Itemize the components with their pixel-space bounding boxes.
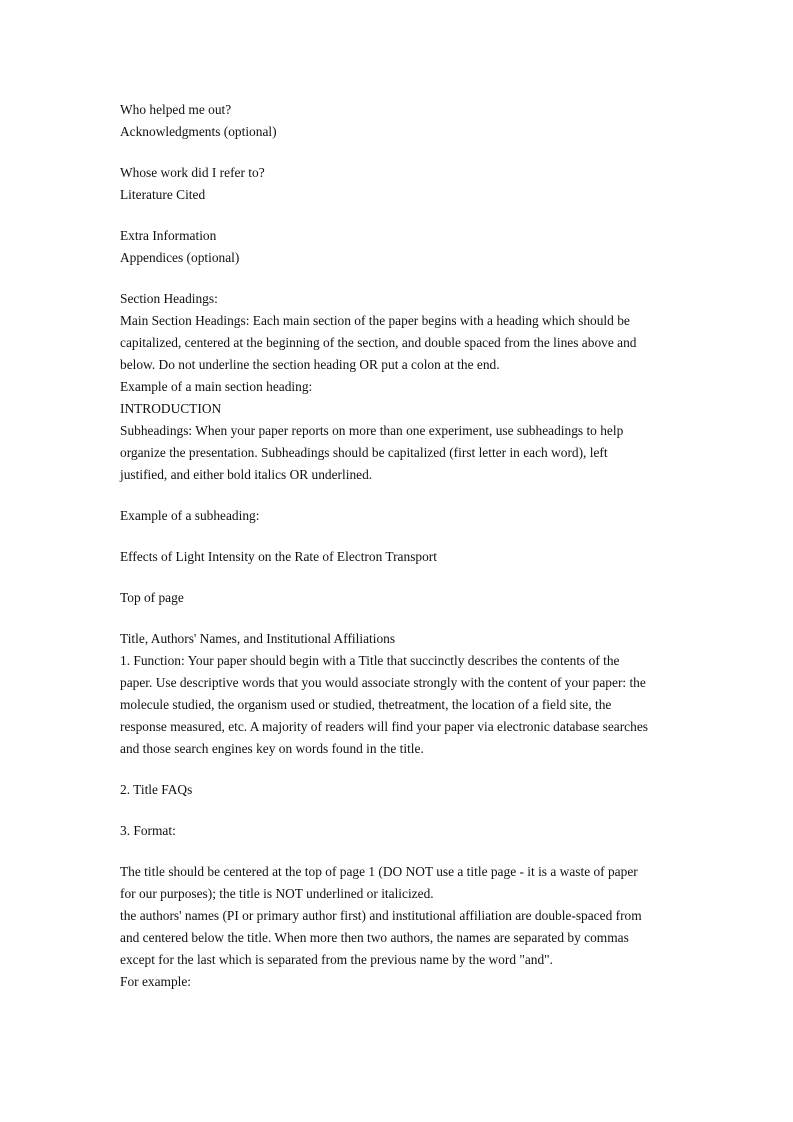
text-line: 2. Title FAQs (120, 782, 193, 797)
paragraph-gap (120, 801, 680, 820)
text-line: Effects of Light Intensity on the Rate of Electron Transport (120, 549, 437, 564)
paragraph-gap (120, 609, 680, 628)
paragraph-gap (120, 527, 680, 546)
text-line: Acknowledgments (optional) (120, 124, 277, 139)
text-line: Section Headings: (120, 291, 218, 306)
text-line: and those search engines key on words found in the title. (120, 741, 424, 756)
block-literature-cited (120, 162, 680, 206)
block-title-faqs (120, 779, 680, 801)
block-format-details (120, 861, 680, 993)
text-line: 3. Format: (120, 823, 176, 838)
text-line: Example of a subheading: (120, 508, 260, 523)
text-line: the authors' names (PI or primary author first) and institutional affiliation are double-spaced from (120, 908, 642, 923)
text-line: below. Do not underline the section heading OR put a colon at the end. (120, 357, 500, 372)
block-format-label (120, 820, 680, 842)
text-line: response measured, etc. A majority of readers will find your paper via electronic database searches (120, 719, 648, 734)
paragraph-gap (120, 568, 680, 587)
text-line: Main Section Headings: Each main section of the paper begins with a heading which should be (120, 313, 630, 328)
top-of-page-link[interactable]: Top of page (120, 590, 184, 605)
text-line: organize the presentation. Subheadings should be capitalized (first letter in each word), left (120, 445, 608, 460)
block-subheading-example (120, 546, 680, 568)
text-line: Who helped me out? (120, 102, 232, 117)
text-line: and centered below the title. When more then two authors, the names are separated by commas (120, 930, 629, 945)
text-line: paper. Use descriptive words that you would associate strongly with the content of your paper: the (120, 675, 646, 690)
text-line: for our purposes); the title is NOT underlined or italicized. (120, 886, 434, 901)
text-line: The title should be centered at the top of page 1 (DO NOT use a title page - it is a waste of paper (120, 864, 638, 879)
block-section-headings (120, 288, 680, 486)
text-line: Subheadings: When your paper reports on more than one experiment, use subheadings to help (120, 423, 624, 438)
paragraph-gap (120, 486, 680, 505)
text-line: Title, Authors' Names, and Institutional Affiliations (120, 631, 396, 646)
block-acknowledgments (120, 99, 680, 143)
block-subheading-example-label (120, 505, 680, 527)
text-line: For example: (120, 974, 192, 989)
paragraph-gap (120, 206, 680, 225)
paragraph-gap (120, 842, 680, 861)
text-line: INTRODUCTION (120, 401, 222, 416)
text-line: capitalized, centered at the beginning of the section, and double spaced from the lines above and (120, 335, 637, 350)
paragraph-gap (120, 760, 680, 779)
block-top-of-page (120, 587, 680, 609)
document-page (120, 99, 680, 993)
text-line: Literature Cited (120, 187, 206, 202)
text-line: justified, and either bold italics OR underlined. (120, 467, 373, 482)
text-line: except for the last which is separated from the previous name by the word "and". (120, 952, 553, 967)
text-line: Whose work did I refer to? (120, 165, 265, 180)
paragraph-gap (120, 143, 680, 162)
block-appendices (120, 225, 680, 269)
text-line: 1. Function: Your paper should begin with a Title that succinctly describes the contents of the (120, 653, 620, 668)
text-line: Extra Information (120, 228, 217, 243)
paragraph-gap (120, 269, 680, 288)
text-line: molecule studied, the organism used or studied, thetreatment, the location of a field site, the (120, 697, 612, 712)
text-line: Appendices (optional) (120, 250, 240, 265)
block-title-function (120, 628, 680, 760)
text-line: Example of a main section heading: (120, 379, 313, 394)
